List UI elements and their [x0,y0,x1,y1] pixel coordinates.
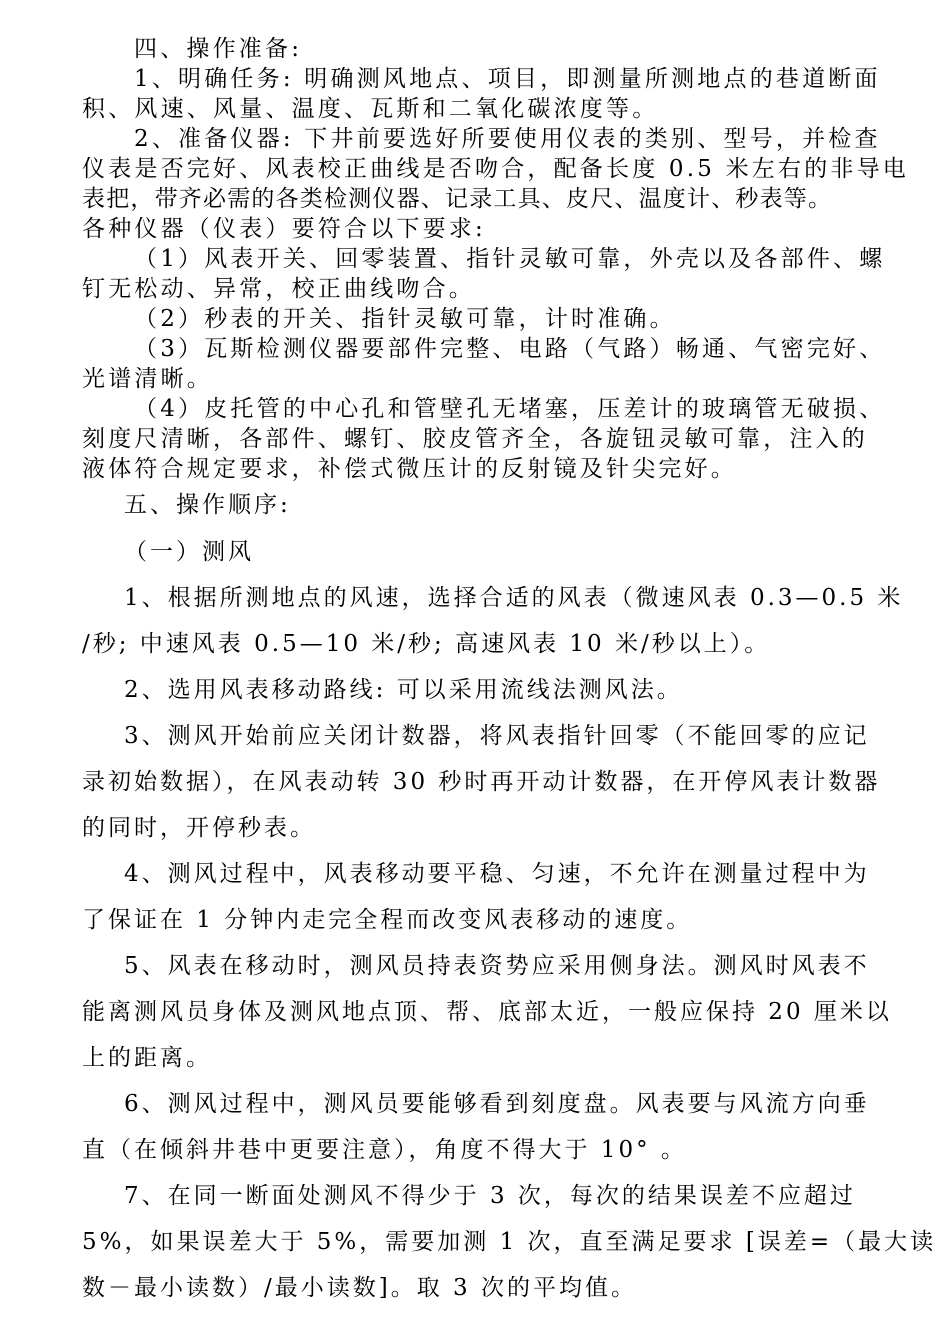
paragraph-line: 光谱清晰。 [82,366,213,392]
section-heading-operation-preparation: 四、操作准备: [134,36,303,62]
paragraph-line: （2）秒表的开关、指针灵敏可靠，计时准确。 [134,306,676,332]
paragraph-line: 2、选用风表移动路线: 可以采用流线法测风法。 [124,677,683,703]
paragraph-line: 刻度尺清晰，各部件、螺钉、胶皮管齐全，各旋钮灵敏可靠，注入的 [82,426,868,452]
paragraph-line: 1、明确任务: 明确测风地点、项目，即测量所测地点的巷道断面 [134,66,881,92]
subsection-heading-wind-measurement: （一）测风 [124,539,254,565]
paragraph-line: 钉无松动、异常，校正曲线吻合。 [82,276,475,302]
paragraph-line: 表把，带齐必需的各类检测仪器、记录工具、皮尺、温度计、秒表等。 [82,186,833,212]
paragraph-line: 仪表是否完好、风表校正曲线是否吻合，配备长度 0.5 米左右的非导电 [82,156,909,182]
paragraph-line: 5%，如果误差大于 5%，需要加测 1 次，直至满足要求 [误差=（最大读 [82,1229,937,1255]
paragraph-line: 1、根据所测地点的风速，选择合适的风表（微速风表 0.3—0.5 米 [124,585,904,611]
paragraph-line: 积、风速、风量、温度、瓦斯和二氧化碳浓度等。 [82,96,659,122]
paragraph-line: 2、准备仪器: 下井前要选好所要使用仪表的类别、型号，并检查 [134,126,881,152]
section-heading-operation-sequence: 五、操作顺序: [124,492,291,518]
paragraph-line: 4、测风过程中，风表移动要平稳、匀速，不允许在测量过程中为 [124,861,870,887]
paragraph-line: 直（在倾斜井巷中更要注意），角度不得大于 10° 。 [82,1137,687,1163]
paragraph-line: 5、风表在移动时，测风员持表资势应采用侧身法。测风时风表不 [124,953,870,979]
paragraph-line: 数－最小读数）/最小读数]。取 3 次的平均值。 [82,1275,637,1301]
paragraph-line: 液体符合规定要求，补偿式微压计的反射镜及针尖完好。 [82,456,737,482]
paragraph-line: 了保证在 1 分钟内走完全程而改变风表移动的速度。 [82,907,693,933]
paragraph-line: 6、测风过程中，测风员要能够看到刻度盘。风表要与风流方向垂 [124,1091,870,1117]
paragraph-line: 的同时，开停秒表。 [82,815,316,841]
paragraph-line: （3）瓦斯检测仪器要部件完整、电路（气路）畅通、气密完好、 [134,336,886,362]
paragraph-line: 上的距离。 [82,1045,212,1071]
paragraph-line: （4）皮托管的中心孔和管壁孔无堵塞，压差计的玻璃管无破损、 [134,396,886,422]
paragraph-line: 录初始数据），在风表动转 30 秒时再开动计数器，在开停风表计数器 [82,769,881,795]
paragraph-line: 3、测风开始前应关闭计数器，将风表指针回零（不能回零的应记 [124,723,870,749]
paragraph-line: 能离测风员身体及测风地点顶、帮、底部太近，一般应保持 20 厘米以 [82,999,892,1025]
paragraph-line: （1）风表开关、回零装置、指针灵敏可靠，外壳以及各部件、螺 [134,246,886,272]
paragraph-line: /秒; 中速风表 0.5—10 米/秒; 高速风表 10 米/秒以上）。 [82,631,771,657]
paragraph-line: 7、在同一断面处测风不得少于 3 次，每次的结果误差不应超过 [124,1183,856,1209]
paragraph-line: 各种仪器（仪表）要符合以下要求: [82,216,486,242]
